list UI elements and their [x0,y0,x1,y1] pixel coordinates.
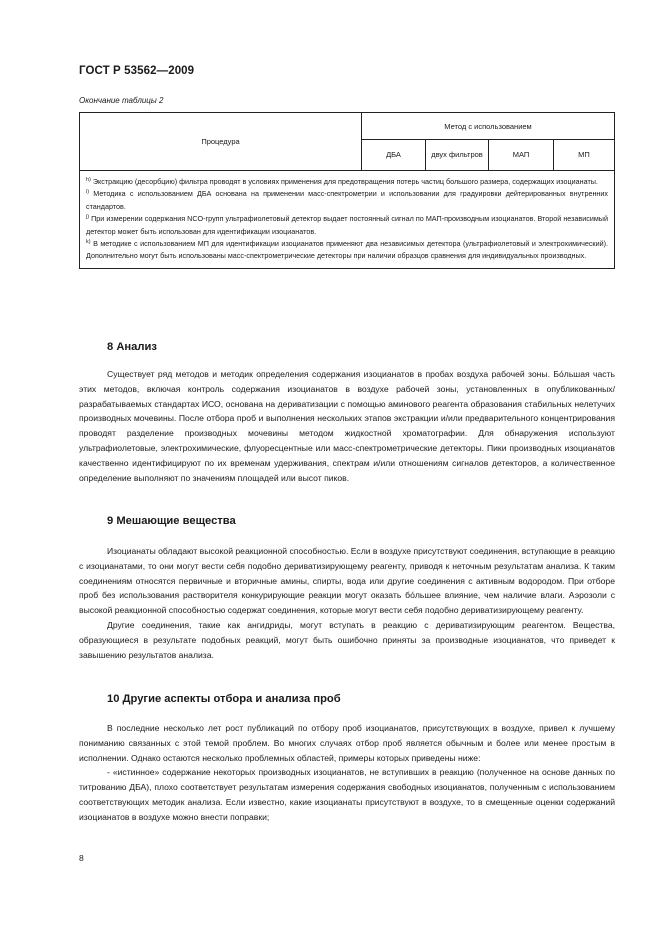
standard-header: ГОСТ Р 53562—2009 [79,65,195,77]
column-header-mp: МП [554,140,615,171]
paragraph: Существует ряд методов и методик определения содержания изоцианатов в пробах воздуха рабочей зоны. Бо́льшая часть этих методов, включая контроль содержания изоцианатов в воздухе рабочей зоны, установленных в опубликованных/разрабатываемых стандартах ИСО, основана на дериватизации с помощью аминового реагента образования стабильных нелетучих производных мочевины. После отбора проб и выполнения нескольких этапов экстракции и/или предварительного концентрирования проводят разделение производных мочевины методом жидкостной хроматографии. Для обнаружения используют ультрафиолетовые, электрохимические, флуоресцентные или масс-спектрометрические детекторы. Пики производных изоцианатов качественно идентифицируют по их временам удерживания, спектрам и/или отношениям сигналов детекторов, а количественное определение выполняют по значениям площадей или высот пиков. [79,369,615,483]
page-number: 8 [79,853,84,863]
paragraph: Другие соединения, такие как ангидриды, могут вступать в реакцию с дериватизирующим реагентом. Вещества, образующиеся в результате подобных реакций, могут быть ошибочно приняты за производные изоцианатов, что приведет к завышению результатов анализа. [79,619,615,660]
footnote-text: При измерении содержания NCO-групп ультрафиолетовый детектор выдает постоянный сигнал по МАП-производным изоцианатов. Второй независимый детектор может быть использован для идентификации изоцианатов. [86,214,608,236]
footnote-k [86,238,608,263]
section-title-8: 8 Анализ [107,341,157,353]
section-9-body [79,544,615,662]
footnote-mark: j) [86,214,90,221]
section-8-body [79,367,615,485]
column-header-procedure: Процедура [80,113,362,171]
column-header-dba: ДБА [362,140,426,171]
section-title-9: 9 Мешающие вещества [107,515,236,527]
paragraph: - «истинное» содержание некоторых производных изоцианатов, не вступивших в реакцию (полученное на основе данных по титрованию ДБА), плохо соответствует результатам измерения содержания свободных изоцианатов, полученным с использованием соответствующих методик анализа. Если известно, какие изоцианаты присутствуют в воздухе, то в смещенные оценки содержаний изоцианатов в воздухе можно внести поправки; [79,767,615,822]
paragraph: Изоцианаты обладают высокой реакционной способностью. Если в воздухе присутствуют соединения, вступающие в реакцию с изоцианатами, то они могут вести себя подобно дериватизирующему реагенту, приводя к неточным результатам анализа. К таким соединениям относятся первичные и вторичные амины, спирты, вода или другие соединения с активным водородом. При отборе проб без использования растворителя конкурирующие реакции могут оказать бо́льшее влияние, чем наличие влаги. Аэрозоли с высокой реакционной способностью содержат соединения, которые могут вести себя подобно дериватизирующему реагенту. [79,546,615,616]
footnote-mark: i) [86,189,90,196]
section-10-body [79,721,615,825]
footnote-mark: k) [86,239,91,246]
section-title-10: 10 Другие аспекты отбора и анализа проб [107,693,341,705]
table-footnotes [80,171,615,269]
footnote-i [86,188,608,213]
column-header-map: МАП [489,140,554,171]
footnote-h [86,176,608,188]
footnote-j [86,213,608,238]
column-header-two-filters: двух фильтров [426,140,489,171]
footnote-mark: h) [86,177,91,183]
footnote-text: Методика с использованием ДБА основана на применении масс-спектрометрии и использовании для градуировки дейтерированных внутренних стандартов. [86,189,608,211]
footnote-text: В методике с использованием МП для идентификации изоцианатов применяют два независимых детектора (ультрафиолетовый и электрохимический). Дополнительно могут быть использованы масс-спектрометрические детекторы при наличии образцов сравнения для индивидуальных производных. [86,239,608,261]
column-header-method: Метод с использованием [362,113,615,140]
footnote-text: Экстракцию (десорбцию) фильтра проводят в условиях применения для предотвращения потерь частиц большого размера, содержащих изоцианаты. [90,177,598,186]
table-caption: Окончание таблицы 2 [79,96,164,105]
table-2-end [79,112,615,269]
paragraph: В последние несколько лет рост публикаций по отбору проб изоцианатов, присутствующих в воздухе, привел к лучшему пониманию связанных с этой темой проблем. Во многих случаях отбор проб является обычным и более или менее простым в исполнении. Однако остаются несколько проблемных областей, примеры которых приведены ниже: [79,723,615,763]
